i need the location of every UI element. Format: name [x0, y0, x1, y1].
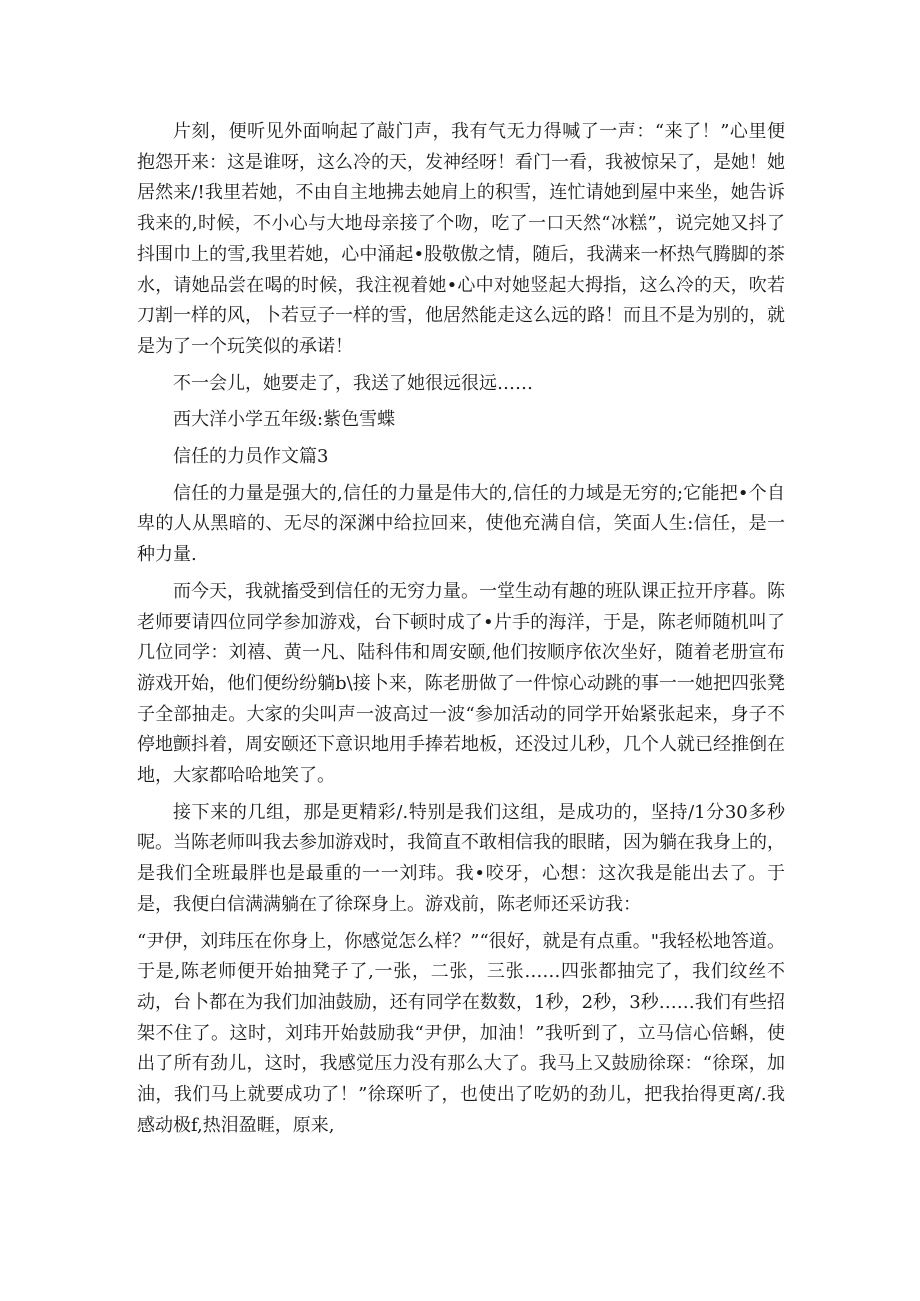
- document-body: [137, 117, 785, 1142]
- paragraph-author-signature: 西大洋小学五年级:紫色雪蝶: [173, 409, 396, 431]
- paragraph-dialogue: “尹伊，刘玮压在你身上，你感觉怎么样？”“很好，就是有点重。"我轻松地答道。于是,陈老师便开始抽凳子了,一张，二张，三张……四张都抽完了，我们纹丝不动，台卜都在为我们加油鼓励，还有同学在数数，1秒，2秒，3秒……我们有些招架不住了。这时，刘玮开始鼓励我“尹伊，加油！”我听到了，立马信心倍蝌，使出了所有劲儿，这时，我感觉压力没有那么大了。我马上又鼓励徐琛：“徐琛，加油，我们马上就要成功了！”徐琛听了，也使出了吃奶的劲儿，把我抬得更离/.我感动极f,热泪盈睚，原来,: [137, 930, 785, 1136]
- paragraph-knock-door: 片刻，便听见外面响起了敲门声，我有气无力得喊了一声：“来了！”心里便抱怨开来：这是谁呀，这么冷的天，发神经呀！看门一看，我被惊呆了，是她！她居然来/!我里若她，不由自主地拂去她肩上的积雪，连忙请她到屋中来坐，她告诉我来的,时候，不小心与大地母亲接了个吻，吃了一口天然“冰糕”，说完她又抖了抖围巾上的雪,我里若她，心中涌起•股敬傲之情，随后，我满来一杯热气腾脚的茶水，请她品尝在喝的时候，我注视着她•心中对她竖起大拇指，这么冷的天，吹若刀割一样的风，卜若豆子一样的雪，他居然能走这么远的路！而且不是为别的，就是为了一个玩笑似的承诺！: [137, 121, 785, 357]
- paragraph-she-leaves: 不一会儿，她要走了，我送了她很远很远……: [173, 372, 533, 394]
- paragraph-next-groups: 接下来的几组，那是更精彩/.特别是我们这组，是成功的，坚持/1分30多秒呢。当陈老师叫我去参加游戏时，我简直不敢相信我的眼睹，因为躺在我身上的，是我们全班最胖也是最重的一一刘玮。我•咬牙，心想：这次我是能出去了。于是，我便白信满满躺在了徐琛身上。游戏前，陈老师还采访我：: [137, 801, 785, 915]
- paragraph-class-game: 而今天，我就搐受到信任的无穷力量。一堂生动有趣的班队课正拉开序暮。陈老师要请四位同学参加游戏，台下顿时成了•片手的海洋，于是，陈老师随机叫了几位同学：刘禧、黄一凡、陆科伟和周安颐,他们按顺序依次坐好，随着老册宣布游戏开始，他们便纷纷躺b\接卜来，陈老册做了一件惊心动跳的事一一她把四张凳子全部抽走。大家的尖叫声一波高过一波“参加活动的同学开始紧张起来，身子不停地颤抖着，周安颐还下意识地用手捧若地板，还没过儿秒，几个人就已经推倒在地，大家都哈哈地笑了。: [137, 580, 785, 787]
- paragraph-trust-power: 信任的力量是强大的,信任的力量是伟大的,信任的力域是无穷的;它能把•个自卑的人从黑暗的、无尽的深渊中给拉回来，使他充满自信，笑面人生:信任，是一种力量.: [137, 482, 785, 566]
- section-heading: 信任的力员作文篇3: [173, 446, 329, 468]
